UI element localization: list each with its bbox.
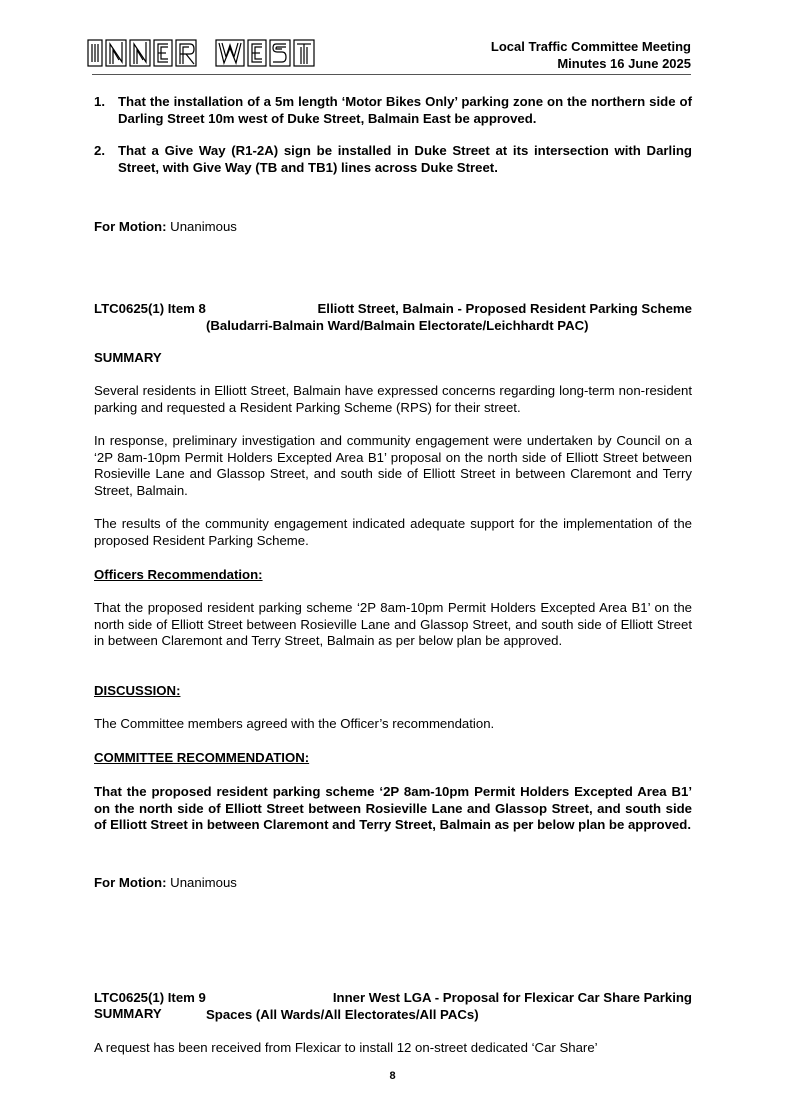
recommendation-item: 1. That the installation of a 5m length ‘Motor Bikes Only’ parking zone on the northern side of Darling Street 10m west of Duke Street, Balmain East be approved. [94,94,692,126]
committee-recommendation-text: That the proposed resident parking scheme ‘2P 8am-10pm Permit Holders Excepted Area B1’ on the north side of Elliott Street between Rosieville Lane and Glassop Street, and south side of Elliott Street in between Claremont and Terry Street, Balmain as per below plan be approved. [94,784,692,832]
summary-paragraph: In response, preliminary investigation and community engagement were undertaken by Council on a ‘2P 8am-10pm Permit Holders Excepted Area B1’ proposal on the north side of Elliott Street between Rosieville Lane and Glassop Street, and south side of Elliott Street in between Claremont and Terry Street, Balmain. [94,433,692,498]
item8-motion [94,875,692,892]
discussion-heading: DISCUSSION: [94,683,181,698]
summary-paragraph: A request has been received from Flexicar to install 12 on-street dedicated ‘Car Share’ [94,1040,598,1055]
item-subtitle: Spaces (All Wards/All Electorates/All PACs) [206,1006,479,1022]
item8-heading [94,301,692,334]
header-divider [92,74,691,75]
inner-west-logo [86,36,336,72]
page-number: 8 [389,1070,396,1082]
item-title: Elliott Street, Balmain - Proposed Resident Parking Scheme [317,301,692,316]
committee-recommendation-heading: COMMITTEE RECOMMENDATION: [94,750,310,765]
header-meeting-info [491,38,691,72]
item-code: LTC0625(1) Item 8 [94,301,206,316]
item7-recommendations [94,94,692,176]
summary-paragraph: Several residents in Elliott Street, Balmain have expressed concerns regarding long-term non-resident parking and requested a Resident Parking Scheme (RPS) for their street. [94,383,692,415]
item-code: LTC0625(1) Item 9 [94,990,206,1005]
header-meeting-title: Local Traffic Committee Meeting [490,39,691,54]
motion-value: Unanimous [166,875,237,890]
item7-motion [94,219,692,236]
motion-label: For Motion: [94,219,167,234]
item-subtitle: (Baludarri-Balmain Ward/Balmain Electorate/Leichhardt PAC) [206,317,589,333]
summary-heading: SUMMARY [94,1006,162,1021]
discussion-text: The Committee members agreed with the Officer’s recommendation. [94,716,495,731]
item-title: Inner West LGA - Proposal for Flexicar Car Share Parking [332,990,692,1005]
summary-paragraph: The results of the community engagement indicated adequate support for the implementation of the proposed Resident Parking Scheme. [94,516,692,548]
officers-recommendation-heading: Officers Recommendation: [94,567,263,582]
recommendation-item: 2. That a Give Way (R1-2A) sign be installed in Duke Street at its intersection with Darling Street, with Give Way (TB and TB1) lines across Duke Street. [94,143,692,175]
officers-recommendation-text: That the proposed resident parking scheme ‘2P 8am-10pm Permit Holders Excepted Area B1’ on the north side of Elliott Street between Rosieville Lane and Glassop Street, and south side of Elliott Street in between Claremont and Terry Street, Balmain as per below plan be approved. [94,600,692,648]
summary-heading: SUMMARY [94,350,162,365]
header-meeting-date: Minutes 16 June 2025 [557,56,691,71]
motion-value: Unanimous [166,219,237,234]
motion-label: For Motion: [94,875,167,890]
